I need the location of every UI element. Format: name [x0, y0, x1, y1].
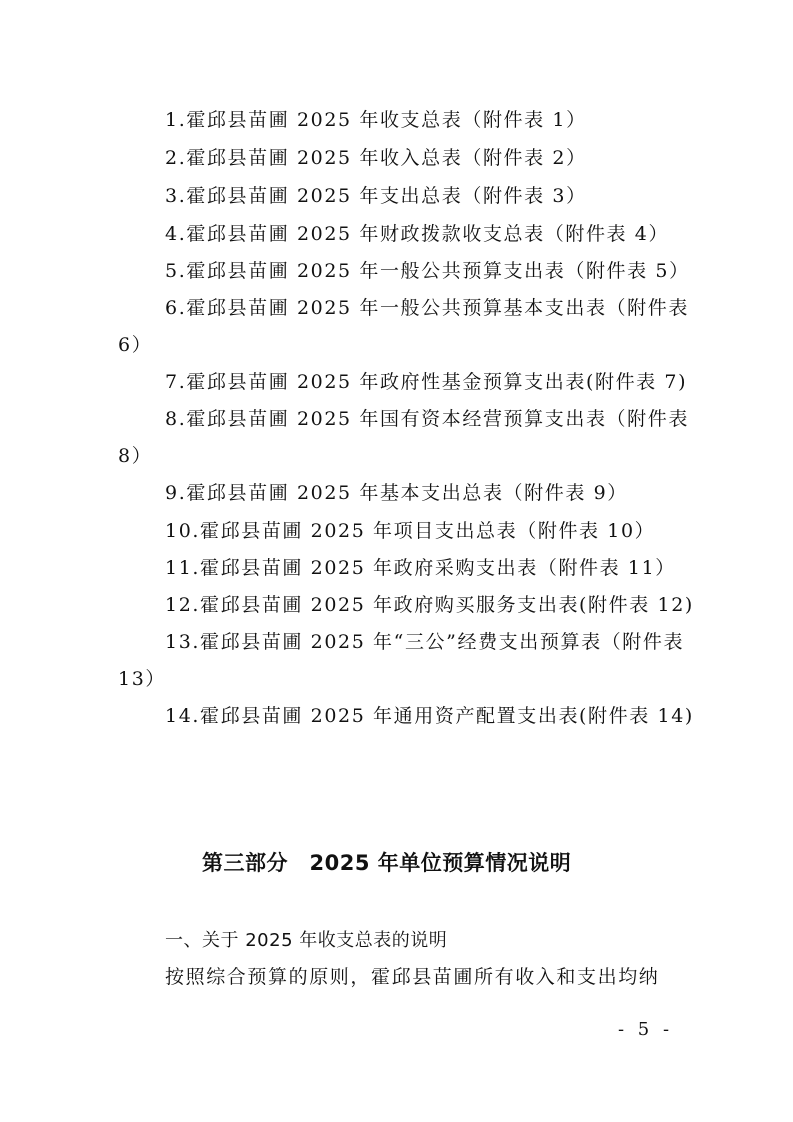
toc-item: 1.霍邱县苗圃 2025 年收支总表（附件表 1）: [165, 109, 587, 131]
toc-item: 12.霍邱县苗圃 2025 年政府购买服务支出表(附件表 12): [165, 594, 694, 616]
toc-item: 6.霍邱县苗圃 2025 年一般公共预算基本支出表（附件表: [165, 297, 689, 319]
toc-item: 10.霍邱县苗圃 2025 年项目支出总表（附件表 10）: [165, 520, 656, 542]
toc-item-continuation: 8）: [118, 445, 153, 467]
toc-item: 13.霍邱县苗圃 2025 年“三公”经费支出预算表（附件表: [165, 631, 685, 653]
toc-item: 2.霍邱县苗圃 2025 年收入总表（附件表 2）: [165, 147, 587, 169]
page-number: - 5 -: [618, 1019, 674, 1040]
toc-item: 4.霍邱县苗圃 2025 年财政拨款收支总表（附件表 4）: [165, 223, 670, 245]
toc-item: 14.霍邱县苗圃 2025 年通用资产配置支出表(附件表 14): [165, 705, 694, 727]
toc-item: 3.霍邱县苗圃 2025 年支出总表（附件表 3）: [165, 185, 587, 207]
toc-item: 5.霍邱县苗圃 2025 年一般公共预算支出表（附件表 5）: [165, 260, 690, 282]
section-title: 第三部分 2025 年单位预算情况说明: [202, 851, 572, 875]
body-paragraph: 按照综合预算的原则，霍邱县苗圃所有收入和支出均纳: [165, 966, 660, 988]
section-subheading: 一、关于 2025 年收支总表的说明: [165, 930, 448, 951]
toc-item-continuation: 13）: [118, 668, 166, 690]
toc-item: 11.霍邱县苗圃 2025 年政府采购支出表（附件表 11）: [165, 557, 676, 579]
toc-item-continuation: 6）: [118, 334, 153, 356]
toc-item: 9.霍邱县苗圃 2025 年基本支出总表（附件表 9）: [165, 482, 628, 504]
toc-item: 7.霍邱县苗圃 2025 年政府性基金预算支出表(附件表 7): [165, 371, 688, 393]
toc-item: 8.霍邱县苗圃 2025 年国有资本经营预算支出表（附件表: [165, 408, 689, 430]
